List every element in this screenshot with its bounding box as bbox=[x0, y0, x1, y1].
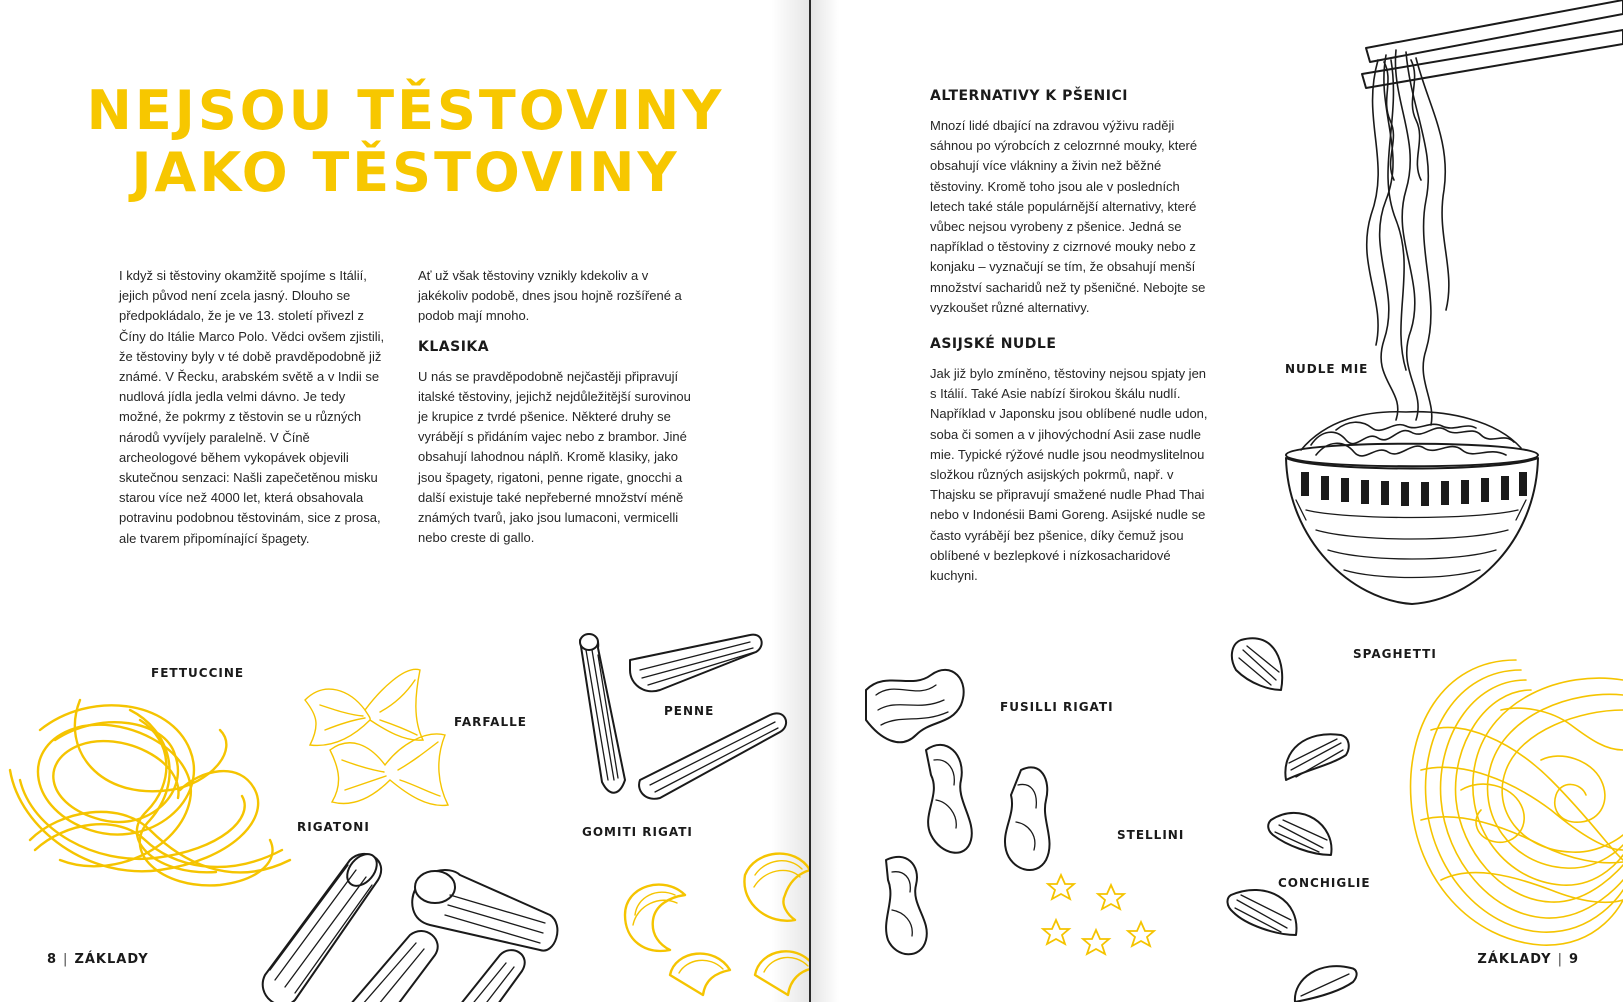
alternatives-column bbox=[930, 88, 1210, 586]
right-page bbox=[811, 0, 1623, 1002]
alternatives-paragraph: Mnozí lidé dbající na zdravou výživu raději sáhnou po výrobcích z celozrnné mouky, které obsahují více vlákniny a živin než běžné těstoviny. Kromě toho jsou ale v posledních letech také stále populárnější alternativy, které vůbec nejsou vyrobeny z pšenice. Jedná se například o těstoviny z cizrnové mouky nebo z konjaku – vyznačují se tím, že obsahují menší množství sacharidů než ty pšeničné. Nebojte se vyzkoušet různé alternativy. bbox=[930, 118, 1206, 315]
title-line-2: JAKO TĚSTOVINY bbox=[131, 141, 680, 204]
asian-noodles-paragraph: Jak již bylo zmíněno, těstoviny nejsou spjaty jen s Itálií. Také Asie nabízí širokou škálu nudlí. Například v Japonsku jsou oblíbené nudle udon, soba či somen a v jihovýchodní Asii zase nudle mie. Typické rýžové nudle jsou neodmyslitelnou složkou různých asijských pokrmů, např. v Thajsku se připravují smažené nudle Phad Thai nebo v Indonésii Bami Goreng. Asijské nudle se často vyrábějí bez pšenice, díky čemuž jsou oblíbené v bezlepkové i nízkosacharidové kuchyni. bbox=[930, 366, 1208, 584]
label-gomiti-rigati: GOMITI RIGATI bbox=[582, 825, 693, 839]
intro-column bbox=[119, 266, 389, 549]
stellini-illustration bbox=[1041, 870, 1171, 960]
section-name-left: ZÁKLADY bbox=[74, 952, 149, 967]
noodle-bowl-illustration bbox=[1266, 0, 1623, 620]
left-page bbox=[0, 0, 811, 1002]
label-farfalle: FARFALLE bbox=[454, 715, 527, 729]
label-spaghetti: SPAGHETTI bbox=[1353, 647, 1437, 661]
gutter-shadow-right bbox=[811, 0, 839, 1002]
folio-separator: | bbox=[63, 952, 69, 967]
book-gutter bbox=[809, 0, 811, 1002]
folio-right bbox=[1477, 952, 1579, 967]
asian-noodles-heading: ASIJSKÉ NUDLE bbox=[930, 336, 1057, 353]
page-title bbox=[0, 80, 811, 204]
label-stellini: STELLINI bbox=[1117, 828, 1185, 842]
section-name-right: ZÁKLADY bbox=[1477, 952, 1552, 967]
label-fettuccine: FETTUCCINE bbox=[151, 666, 245, 680]
folio-left bbox=[47, 952, 149, 967]
classic-paragraph: U nás se pravděpodobně nejčastěji připravují italské těstoviny, jejichž nejdůležitější surovinou je krupice z tvrdé pšenice. Některé druhy se vyrábějí s přidáním vajec nebo z brambor. Jiné obsahují lahodnou náplň. Kromě klasiky, jako jsou špagety, rigatoni, penne rigate, gnocchi a další existuje také nepřeberné množství méně známých tvarů, jako jsou lumaconi, vermicelli nebo creste di gallo. bbox=[418, 368, 691, 546]
origin-paragraph: Ať už však těstoviny vznikly kdekoliv a v jakékoliv podobě, dnes jsou hojně rozšířené a podob mají mnoho. bbox=[418, 268, 682, 324]
classic-heading: KLASIKA bbox=[418, 338, 490, 355]
conchiglie-illustration bbox=[1221, 630, 1381, 1002]
rigatoni-illustration bbox=[250, 845, 580, 1002]
spaghetti-illustration bbox=[1401, 650, 1623, 960]
label-conchiglie: CONCHIGLIE bbox=[1278, 876, 1371, 890]
intro-paragraph: I když si těstoviny okamžitě spojíme s Itálií, jejich původ není zcela jasný. Dlouho se předpokládalo, že je ve 13. století přivezl z Číny do Itálie Marco Polo. Vědci ovšem zjistili, že těstoviny byly v té době pravděpodobně již známé. V Řecku, arabském světě a v Indii se nudlová jídla jedla velmi dávno. Je tedy možné, že pokrmy z těstovin se u různých národů vyvíjely paralelně. V Číně archeologové během vykopávek objevili skutečnou senzaci: Našli zapečetěnou misku starou více než 4000 let, která obsahovala potravinu podobnou těstovinám, sice z prosa, ale tvarem připomínající špagety. bbox=[119, 268, 385, 546]
classic-column bbox=[418, 266, 698, 548]
label-penne: PENNE bbox=[664, 704, 715, 718]
folio-separator: | bbox=[1557, 952, 1563, 967]
label-rigatoni: RIGATONI bbox=[297, 820, 370, 834]
alternatives-heading: ALTERNATIVY K PŠENICI bbox=[930, 88, 1128, 104]
farfalle-illustration bbox=[290, 650, 460, 820]
label-nudle-mie: NUDLE MIE bbox=[1285, 362, 1369, 376]
title-line-1: NEJSOU TĚSTOVINY bbox=[86, 79, 725, 142]
label-fusilli-rigati: FUSILLI RIGATI bbox=[1000, 700, 1114, 714]
page-number-left: 8 bbox=[47, 952, 58, 967]
gomiti-rigati-illustration bbox=[610, 840, 811, 1002]
page-number-right: 9 bbox=[1568, 952, 1579, 967]
